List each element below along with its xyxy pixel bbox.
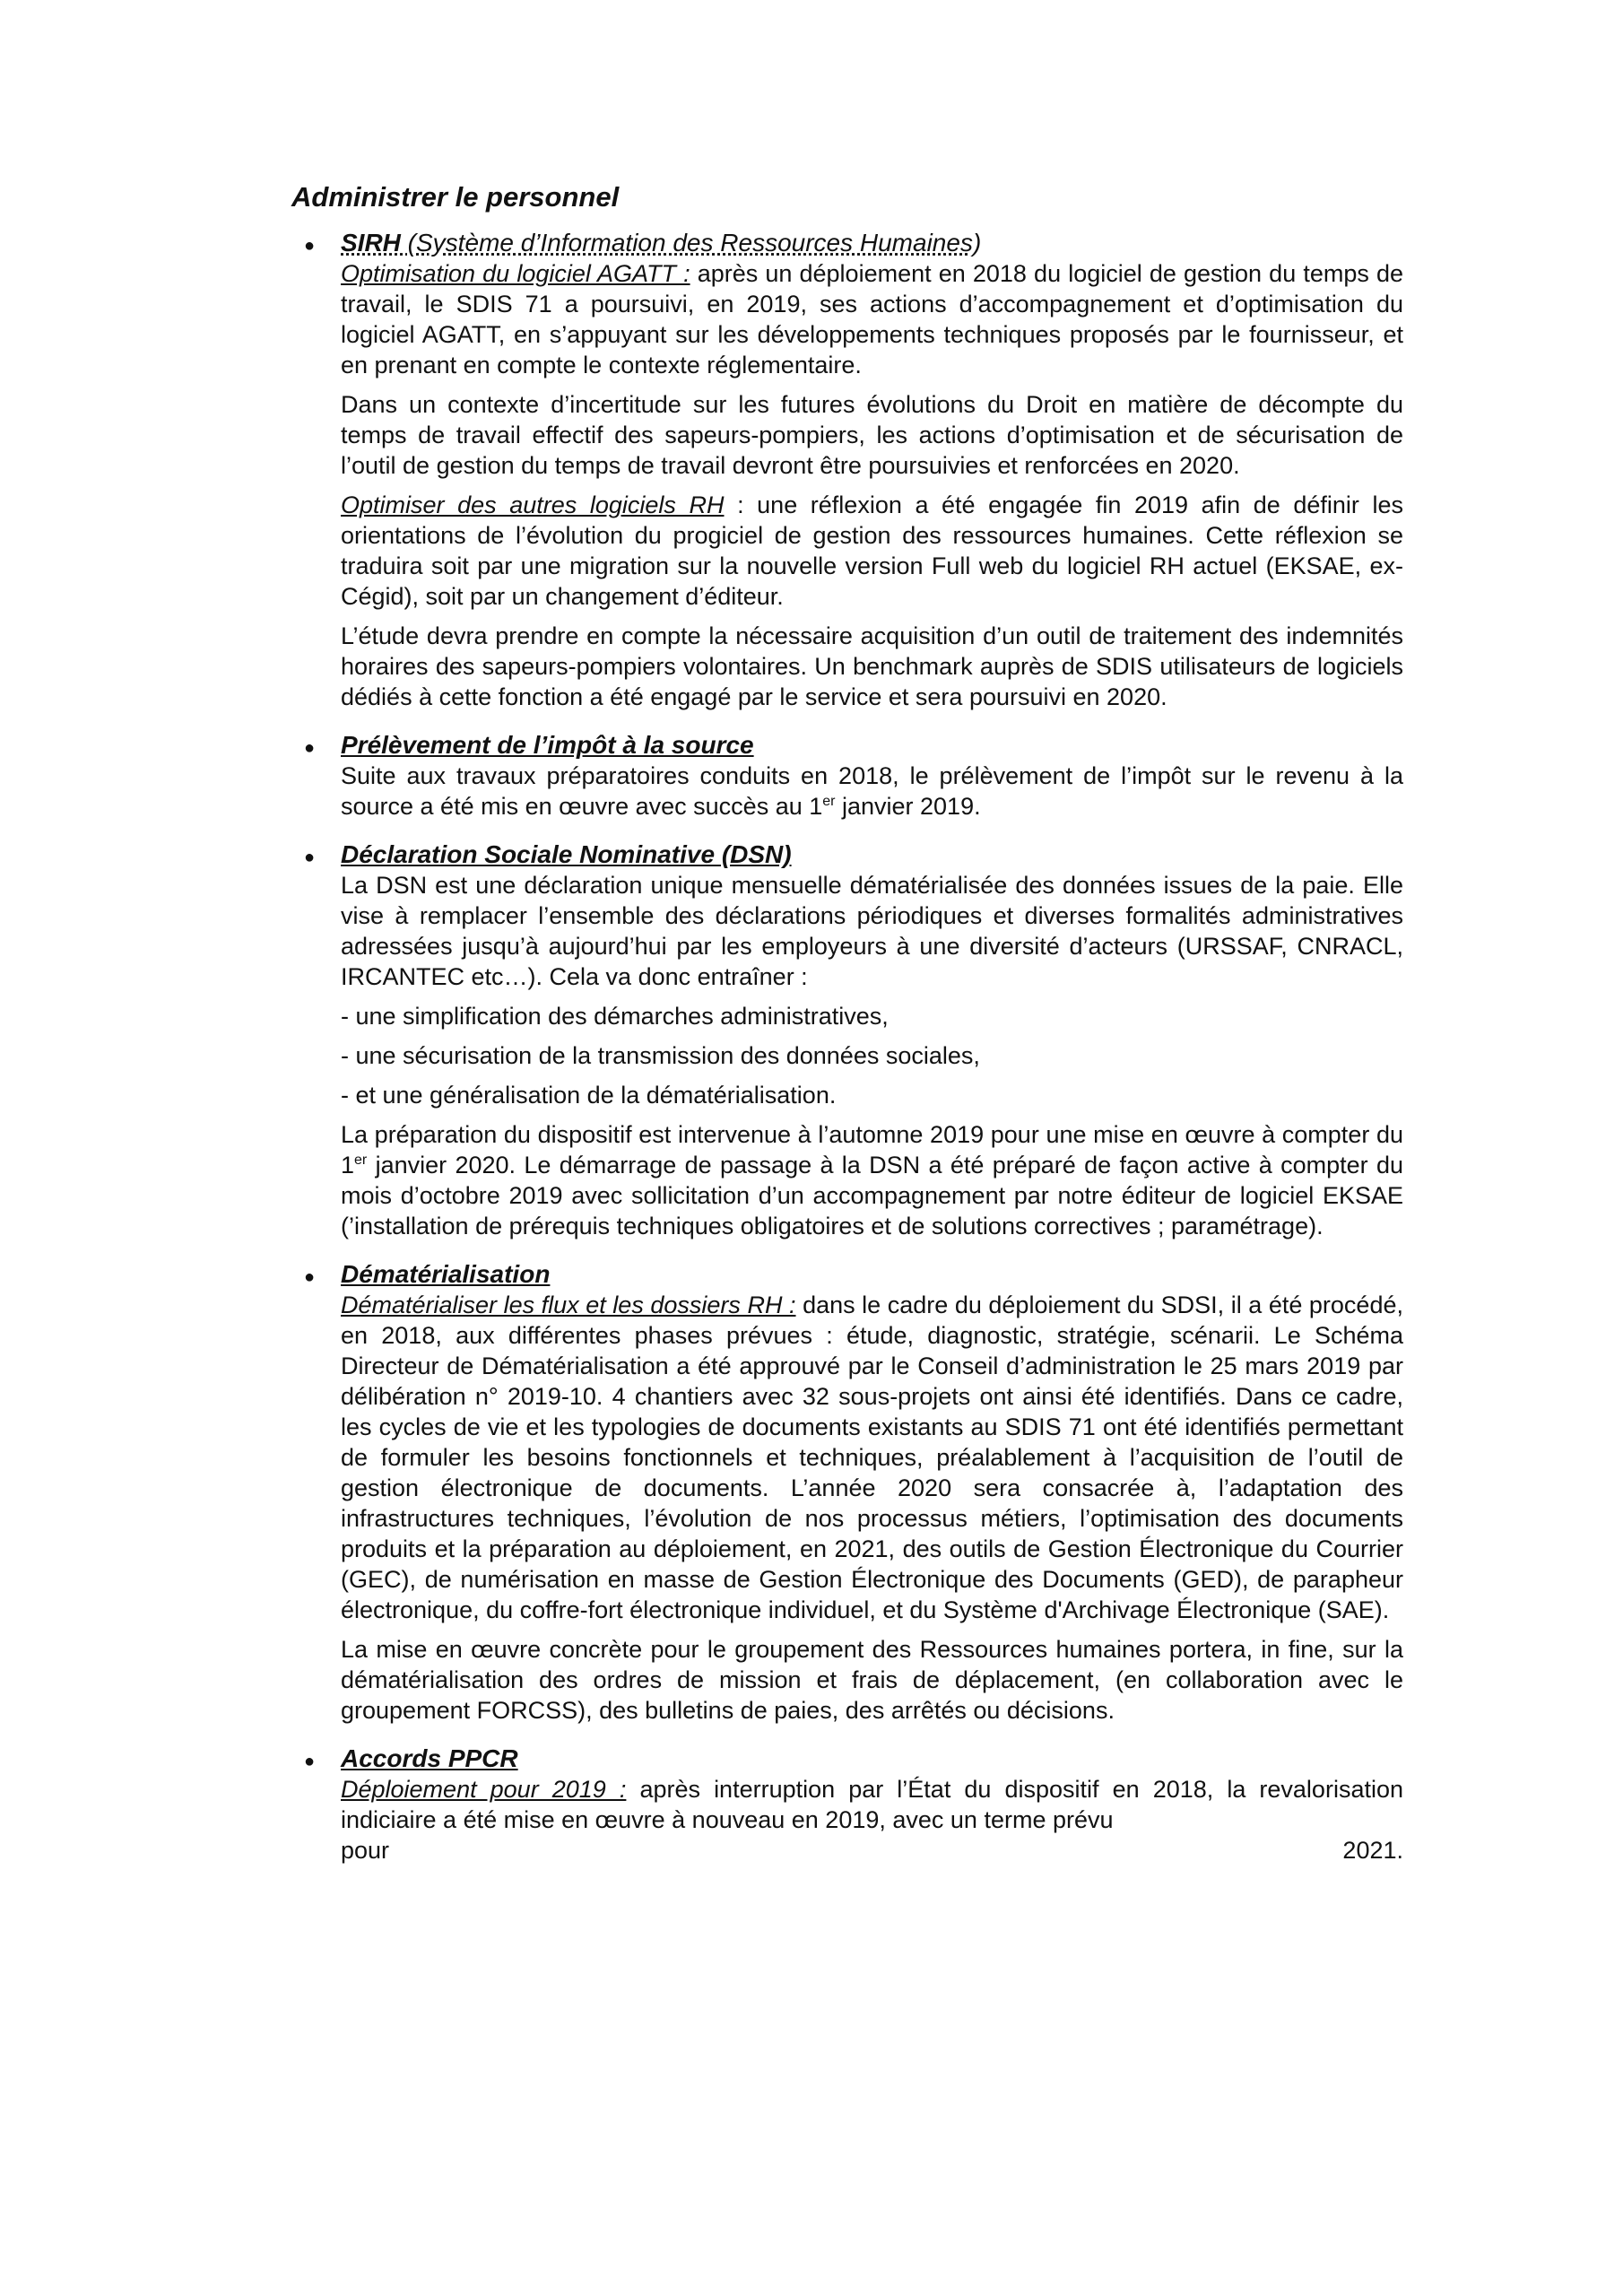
paragraph: Dans un contexte d’incertitude sur les futures évolutions du Droit en matière de décompte du temps de travail effectif des sapeurs-pompiers, les actions d’optimisation et de sécurisation de l’outil de gestion du temps de travail devront être poursuivies et renforcées en 2020. bbox=[341, 391, 1403, 480]
paragraph-text: janvier 2019. bbox=[835, 793, 981, 821]
superscript: er bbox=[822, 794, 836, 810]
paragraph bbox=[341, 490, 1403, 612]
paragraph: La mise en œuvre concrète pour le groupement des Ressources humaines portera, in fine, sur la dématérialisation des ordres de mission et frais de déplacement, (en collaboration avec le groupement FORCSS), des bulletins de paies, des arrêtés ou décisions. bbox=[341, 1636, 1403, 1725]
paragraph: L’étude devra prendre en compte la nécessaire acquisition d’un outil de traitement des indemnités horaires des sapeurs-pompiers volontaires. Un benchmark auprès de SDIS utilisateurs de logiciels dédiés à cette fonction a été engagé par le service et sera poursuivi en 2020. bbox=[341, 622, 1403, 711]
page-title: Administrer le personnel bbox=[291, 181, 620, 213]
paragraph-text: 2021. bbox=[1342, 1837, 1403, 1865]
section-dsn bbox=[291, 839, 1403, 1241]
section-heading: Dématérialisation bbox=[341, 1260, 551, 1289]
paragraph-text: après interruption par l’État du dispositif en 2018, la revalorisation indiciaire a été mise en œuvre à nouveau en 2019, avec un terme prévu bbox=[341, 1776, 1403, 1834]
list-item: - une sécurisation de la transmission des données sociales, bbox=[341, 1042, 980, 1070]
heading-main: SIRH bbox=[341, 229, 401, 257]
paragraph-text: après un déploiement en 2018 du logiciel de gestion du temps de travail, le SDIS 71 a poursuivi, en 2019, ses actions d’accompagnement et d’optimisation du logiciel AGATT, en s’appuyant sur les développements techniques proposés par le fournisseur, et en prenant en compte le contexte réglementaire. bbox=[341, 260, 1403, 379]
paragraph-lead: Déploiement pour 2019 : bbox=[341, 1776, 627, 1804]
paragraph bbox=[341, 1119, 1403, 1241]
paragraph-text: dans le cadre du déploiement du SDSI, il a été procédé, en 2018, aux différentes phases prévues : étude, diagnostic, stratégie, scénarii. Le Schéma Directeur de Dématérialisation a été approuvé par le Conseil d’administration le 25 mars 2019 par délibération n° 2019-10. 4 chantiers avec 32 sous-projets ont ainsi été identifiés. Dans ce cadre, les cycles de vie et les typologies de documents existants au SDIS 71 ont été identifiés permettant de formuler les besoins fonctionnels et techniques, préalablement à l’acquisition de l’outil de gestion électronique de documents. L’année 2020 sera consacrée à, l’adaptation des infrastructures techniques, l’évolution de nos processus métiers, l’optimisation des documents produits et la préparation au déploiement, en 2021, des outils de Gestion Électronique du Courrier (GEC), de numérisation en masse de Gestion Électronique des Documents (GED), de parapheur électronique, du coffre-fort électronique individuel, et du Système d'Archivage Électronique (SAE). bbox=[341, 1292, 1403, 1624]
section-heading: Prélèvement de l’impôt à la source bbox=[341, 731, 754, 760]
paragraph-last-line bbox=[341, 1835, 1403, 1866]
bullet-icon: ● bbox=[304, 1267, 316, 1288]
paragraph-text: janvier 2020. Le démarrage de passage à la DSN a été préparé de façon active à compter du mois d’octobre 2019 avec sollicitation d’un accompagnement par notre éditeur de logiciel EKSAE (’installation de prérequis techniques obligatoires et de solutions correctives ; paramétrage). bbox=[341, 1152, 1403, 1240]
heading-subtitle: (Système d’Information des Ressources Humaines) bbox=[400, 229, 982, 257]
paragraph: La DSN est une déclaration unique mensuelle dématérialisée des données issues de la paie. Elle vise à remplacer l’ensemble des déclarations périodiques et diverses formalités administratives adressées jusqu’à aujourd’hui par les employeurs à une diversité d’acteurs (URSSAF, CNRACL, IRCANTEC etc…). Cela va donc entraîner : bbox=[341, 872, 1403, 991]
bullet-icon: ● bbox=[304, 738, 316, 759]
bullet-icon: ● bbox=[304, 1752, 316, 1772]
paragraph-text: pour bbox=[341, 1837, 390, 1865]
paragraph bbox=[341, 761, 1403, 822]
section-heading: Accords PPCR bbox=[341, 1744, 518, 1773]
section-dematerialisation bbox=[291, 1259, 1403, 1726]
list-item: - et une généralisation de la dématérialisation. bbox=[341, 1082, 837, 1109]
paragraph-text: Suite aux travaux préparatoires conduits en 2018, le prélèvement de l’impôt sur le revenu à la source a été mis en œuvre avec succès au 1 bbox=[341, 762, 1403, 821]
section-ppcr bbox=[291, 1744, 1403, 1866]
list-item: - une simplification des démarches administratives, bbox=[341, 1003, 889, 1031]
paragraph-lead: Optimiser des autres logiciels RH bbox=[341, 491, 725, 519]
paragraph-text: : une réflexion a été engagée fin 2019 afin de définir les orientations de l’évolution du progiciel de gestion des ressources humaines. Cette réflexion se traduira soit par une migration sur la nouvelle version Full web du logiciel RH actuel (EKSAE, ex-Cégid), soit par un changement d’éditeur. bbox=[341, 491, 1403, 611]
paragraph bbox=[341, 1290, 1403, 1625]
document-content bbox=[291, 179, 1403, 1883]
bullet-icon: ● bbox=[304, 236, 316, 257]
superscript: er bbox=[354, 1152, 368, 1169]
paragraph bbox=[341, 258, 1403, 380]
paragraph-lead: Dématérialiser les flux et les dossiers RH : bbox=[341, 1292, 796, 1319]
section-heading bbox=[341, 228, 1403, 258]
section-heading: Déclaration Sociale Nominative (DSN) bbox=[341, 840, 792, 869]
paragraph-text: La préparation du dispositif est intervenue à l’automne 2019 pour une mise en œuvre à compter du 1 bbox=[341, 1121, 1403, 1179]
bullet-icon: ● bbox=[304, 848, 316, 868]
paragraph bbox=[341, 1774, 1403, 1835]
paragraph-lead: Optimisation du logiciel AGATT : bbox=[341, 260, 690, 288]
section-pas bbox=[291, 730, 1403, 822]
section-sirh bbox=[291, 228, 1403, 712]
